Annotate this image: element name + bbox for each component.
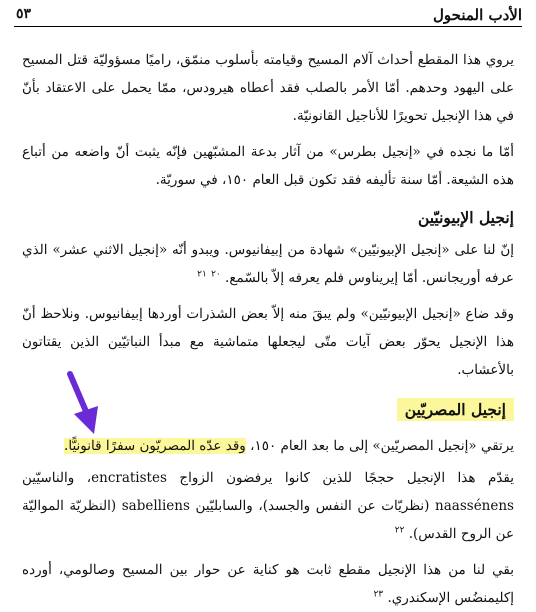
footnote-ref: ٢٠	[211, 269, 221, 280]
paragraph-text: بقي لنا من هذا الإنجيل مقطع ثابت هو كناية عن حوار بين المسيح وصالومي، أورده إكليمنضُس الإسكندري.	[22, 562, 514, 606]
paragraph-egyptians-date	[22, 432, 514, 460]
paragraph-egyptians-fragment	[22, 556, 514, 612]
section-heading-ebionites: إنجيل الإبيونيّين	[417, 208, 514, 227]
running-header	[14, 6, 522, 27]
paragraph-egyptians-arguments	[22, 464, 514, 548]
section-heading-egyptians	[397, 400, 514, 419]
paragraph-text: إنّ لنا على «إنجيل الإبيونيّين» شهادة من إبيفانيوس. ويبدو أنّه «إنجيل الاثني عشر» الذي عرفه أوريجانس. أمّا إيريناوس فلم يعرفه إلاّ بالسّمع.	[22, 242, 514, 286]
highlighted-sentence: وقد عدّه المصريّون سفرًا قانونيًّا.	[64, 438, 246, 454]
highlighted-heading: إنجيل المصريّين	[397, 398, 514, 421]
page-number: ٥٣	[16, 6, 32, 22]
footnote-ref: ٢٣	[373, 589, 384, 600]
paragraph-text: يروي هذا المقطع أحداث آلام المسيح وقيامته بأسلوب منمّق، راميًا مسؤوليّة قتل المسيح على اليهود وحدهم. أمّا الأمر بالصلب فقد أعطاه هيرودس، ممّا يحمل على الاعتقاد بأنّ في هذا الإنجيل تحويرًا للأناجيل القانونيّة.	[22, 52, 514, 124]
footnote-ref: ٢١	[197, 269, 207, 280]
purple-arrow-icon	[58, 370, 108, 440]
header-title: الأدب المنحول	[432, 6, 522, 24]
paragraph-text: وقد ضاع «إنجيل الإبيونيّين» ولم يبقَ منه إلاّ بعض الشذرات أوردها إبيفانيوس. ونلاحظ أنّ هذا الإنجيل يحوّر بعض آيات متّى ليجعلها متماشية مع مبدأ النباتيّين الذين يقتاتون بالأعشاب.	[22, 306, 514, 378]
paragraph-text: يقدّم هذا الإنجيل حججًا للذين كانوا يرفضون الزواج encratistes، والناسيّين naassénens (نظريّات عن النفس والجسد)، والسابليّين sabelliens (النظريّة المواليّة عن الروح القدس).	[22, 470, 514, 542]
paragraph-gospel-peter-passion	[22, 46, 514, 130]
paragraph-text: يرتقي «إنجيل المصريّين» إلى ما بعد العام ١٥٠،	[245, 438, 514, 454]
footnote-ref: ٢٢	[394, 525, 405, 536]
paragraph-text: أمّا ما نجده في «إنجيل بطرس» من آثار بدعة المشبّهين فإنّه يثبت أنّ واضعه من أتباع هذه الشيعة. أمّا سنة تأليفه فقد تكون قبل العام ١٥٠، في سوريّة.	[22, 144, 514, 188]
paragraph-gospel-peter-docetism	[22, 138, 514, 194]
paragraph-ebionites-witness	[22, 236, 514, 292]
